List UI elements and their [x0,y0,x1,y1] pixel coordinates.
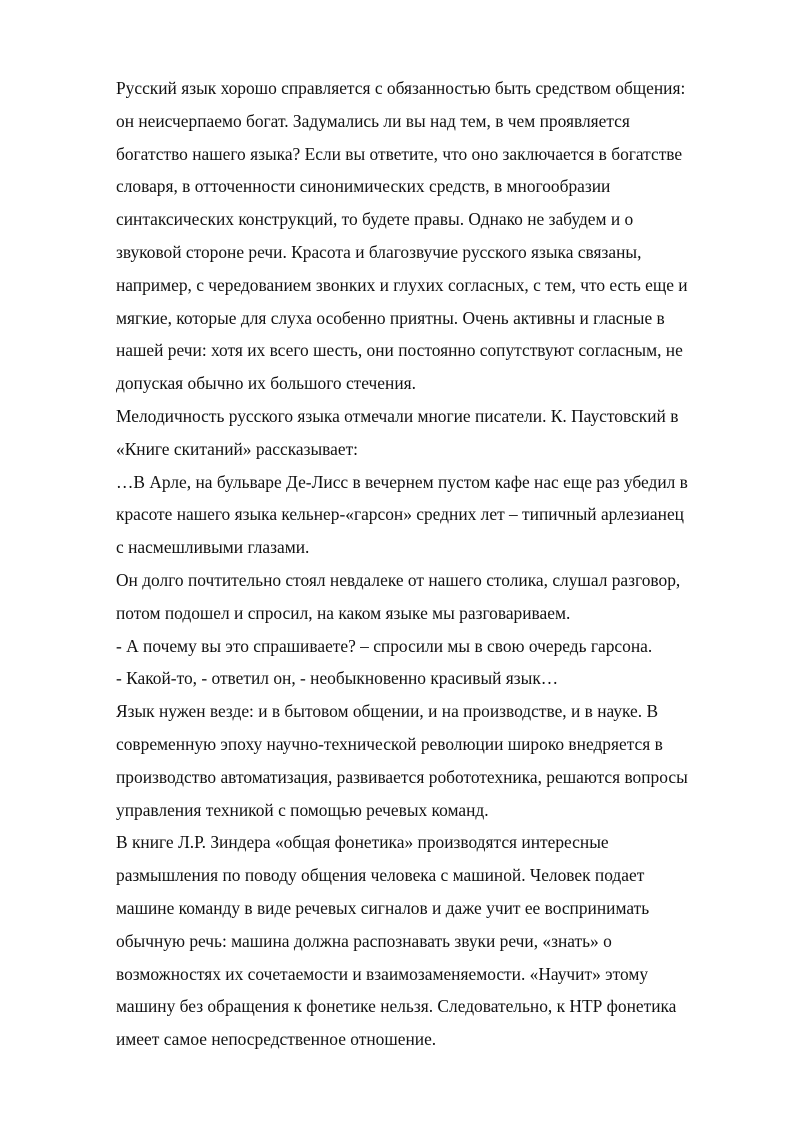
text-line: …В Арле, на бульваре Де-Лисс в вечернем пустом кафе нас еще раз убедил в [116,471,688,492]
text-line: с насмешливыми глазами. [116,537,310,558]
text-line: красоте нашего языка кельнер-«гарсон» средних лет – типичный арлезианец [116,504,684,525]
text-line: синтаксических конструкций, то будете правы. Однако не забудем и о [116,209,634,230]
text-line: - А почему вы это спрашиваете? – спросили мы в свою очередь гарсона. [116,635,653,656]
text-line: обычную речь: машина должна распознавать звуки речи, «знать» о [116,930,612,951]
text-line: - Какой-то, - ответил он, - необыкновенно красивый язык… [116,668,559,689]
text-line: допуская обычно их большого стечения. [116,373,416,394]
text-line: богатство нашего языка? Если вы ответите, что оно заключается в богатстве [116,143,683,164]
text-line: управления техникой с помощью речевых команд. [116,799,489,820]
text-line: современную эпоху научно-технической революции широко внедряется в [116,733,663,754]
text-line: машине команду в виде речевых сигналов и даже учит ее воспринимать [116,897,650,918]
text-line: мягкие, которые для слуха особенно приятны. Очень активны и гласные в [116,307,665,328]
text-line: Мелодичность русского языка отмечали многие писатели. К. Паустовский в [116,405,679,426]
text-line: возможностях их сочетаемости и взаимозаменяемости. «Научит» этому [116,963,649,984]
text-line: он неисчерпаемо богат. Задумались ли вы над тем, в чем проявляется [116,110,630,131]
text-line: звуковой стороне речи. Красота и благозвучие русского языка связаны, [116,241,642,262]
text-line: В книге Л.Р. Зиндера «общая фонетика» производятся интересные [116,832,609,853]
text-line: производство автоматизация, развивается робототехника, решаются вопросы [116,766,688,787]
text-line: Язык нужен везде: и в бытовом общении, и на производстве, и в науке. В [116,701,659,722]
text-line: Он долго почтительно стоял невдалеке от нашего столика, слушал разговор, [116,569,681,590]
text-line: размышления по поводу общения человека с машиной. Человек подает [116,865,645,886]
text-line: машину без обращения к фонетике нельзя. Следовательно, к НТР фонетика [116,996,677,1017]
text-line: например, с чередованием звонких и глухих согласных, с тем, что есть еще и [116,274,688,295]
text-line: имеет самое непосредственное отношение. [116,1029,437,1050]
document-body-text [116,72,746,1056]
text-line: нашей речи: хотя их всего шесть, они постоянно сопутствуют согласным, не [116,340,683,361]
text-line: «Книге скитаний» рассказывает: [116,438,359,459]
text-line: словаря, в отточенности синонимических средств, в многообразии [116,176,611,197]
text-line: Русский язык хорошо справляется с обязанностью быть средством общения: [116,78,686,98]
text-line: потом подошел и спросил, на каком языке мы разговариваем. [116,602,571,623]
